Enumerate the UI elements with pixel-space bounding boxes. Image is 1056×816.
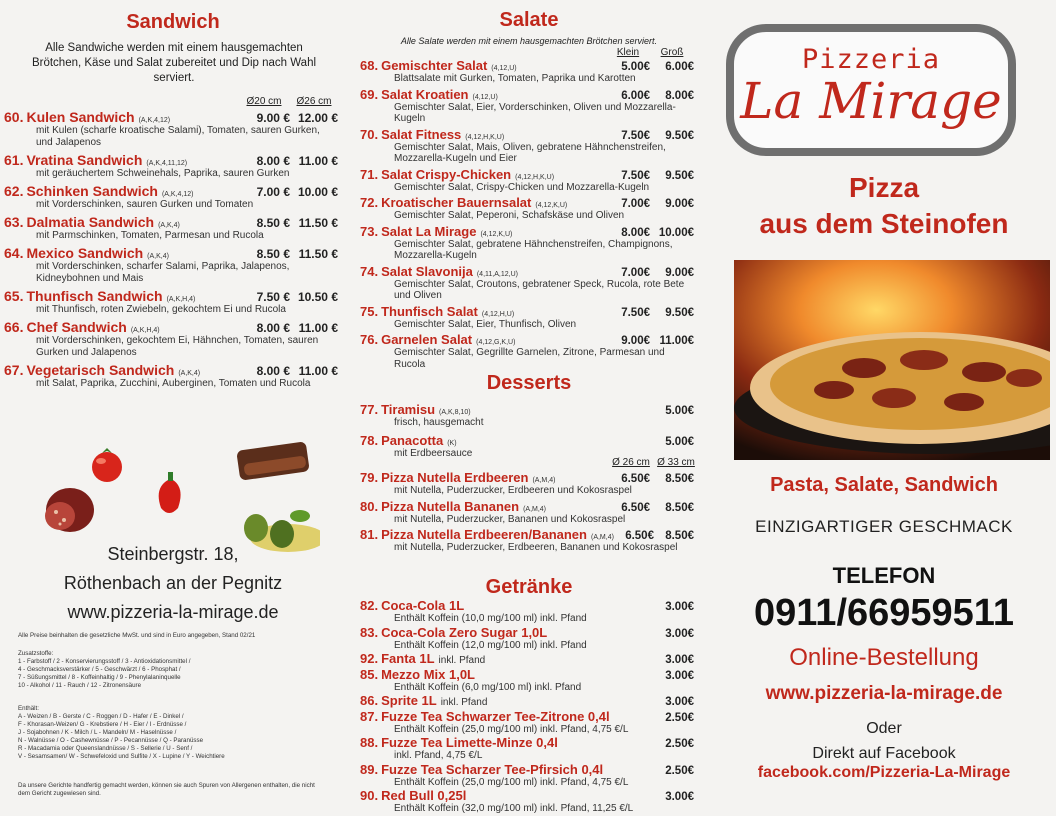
allergen-code: (4,12,U) [491, 65, 517, 72]
pizza-headline-line2: aus dem Steinofen [759, 208, 1009, 239]
sandwich-list [4, 109, 338, 393]
item-number: 72. [360, 195, 379, 210]
size-header-33: Ø 33 cm [657, 457, 695, 468]
menu-item-line [360, 470, 694, 485]
dessert-list [360, 402, 694, 463]
price-large: 6.00€ [665, 61, 694, 73]
menu-item-line [360, 264, 694, 279]
tomato-icon [92, 448, 122, 482]
item-name: Salat La Mirage [381, 223, 477, 239]
item-number: 82. [360, 598, 379, 613]
menu-item [360, 598, 694, 625]
price: 2.50€ [665, 711, 694, 724]
menu-item-line [360, 195, 694, 210]
address-block [0, 540, 346, 627]
price-small: 6.50€ [625, 530, 654, 542]
allergen-code: (A,K,4,12) [138, 117, 171, 124]
item-description: Gemischter Salat, Mais, Oliven, gebratene Hähnchenstreifen, Mozzarella-Kugeln und Eier [394, 141, 666, 164]
price-small: 8.00 € [256, 321, 290, 335]
menu-item [4, 152, 338, 180]
menu-item-line [360, 735, 694, 750]
additives-legend: Zusatzstoffe: 1 - Farbstoff / 2 - Konservierungsstoff / 3 - Antioxidationsmittel / 4 - Geschmacksverstärker / 5 - Geschwärzt / 6 - Phosphat / 7 - Süßungsmittel / 8 - Koffeinhaltig / 9 - Phenylalaninquelle 10 - Alkohol / 11 - Rauch / 12 - Zitronensäure [18, 650, 191, 689]
menu-item-line [360, 304, 694, 319]
allergen-code: (4,12,K,U) [535, 202, 568, 209]
price-large: 9.50€ [665, 169, 694, 182]
price: 3.00€ [665, 696, 694, 708]
item-number: 81. [360, 527, 379, 542]
item-name: Mezzo Mix 1,0L [381, 666, 475, 682]
sandwich-note: Alle Sandwiche werden mit einem hausgemachten Brötchen, Käse und Salat zubereitet und Dip nach Wahl serviert. [31, 42, 317, 84]
item-description: mit Nutella, Puderzucker, Erdbeeren, Bananen und Kokosraspel [394, 542, 678, 553]
salate-list [360, 58, 694, 372]
item-name: Pizza Nutella Erdbeeren [381, 470, 529, 485]
price-large: 11.50 € [298, 247, 338, 261]
menu-item-line [4, 152, 338, 168]
price-small: 7.00€ [621, 198, 650, 210]
price-small: 6.50€ [621, 501, 650, 514]
menu-item-line [360, 625, 694, 640]
phone-label: TELEFON [832, 563, 936, 588]
menu-item [360, 470, 694, 497]
allergen-disclaimer: Da unsere Gerichte handfertig gemacht werden, können sie auch Spuren von Allergenen enthalten, die nicht dem Gericht zugewiesen sind. [18, 782, 315, 797]
size-header-20: Ø20 cm [246, 96, 282, 107]
item-description: mit Thunfisch, roten Zwiebeln, gekochtem Ei und Rucola [36, 304, 286, 315]
menu-item-line [360, 667, 694, 682]
pizza-oven-photo [734, 260, 1050, 460]
price-small: 8.00 € [256, 154, 290, 168]
price-small: 7.00€ [621, 266, 650, 279]
item-name: Pizza Nutella Erdbeeren/Bananen [381, 527, 587, 542]
item-description: mit Erdbeersauce [394, 447, 473, 459]
item-description: mit Vorderschinken, scharfer Salami, Paprika, Jalapenos, Kidneybohnen und Mais [36, 261, 290, 284]
item-number: 71. [360, 166, 379, 182]
price: 2.50€ [665, 764, 694, 777]
logo [726, 24, 1016, 156]
item-number: 63. [4, 214, 24, 230]
item-name: Sprite 1L [381, 693, 437, 708]
price-small: 6.50€ [621, 473, 650, 485]
menu-item-line [360, 788, 694, 803]
address-website[interactable]: www.pizzeria-la-mirage.de [67, 602, 279, 622]
price-large: 8.50€ [665, 501, 694, 514]
item-description: Enthält Koffein (10,0 mg/100 ml) inkl. Pfand [394, 613, 587, 624]
item-name: Panacotta [381, 432, 444, 448]
item-name: Vratina Sandwich [26, 152, 143, 168]
item-number: 65. [4, 288, 24, 304]
menu-item-line [360, 598, 694, 613]
item-description: mit Nutella, Puderzucker, Bananen und Kokosraspel [394, 513, 626, 525]
menu-item [360, 224, 694, 262]
item-number: 78. [360, 432, 379, 448]
item-description: mit Vorderschinken, gekochtem Ei, Hähnchen, Tomaten, sauren Gurken und Jalapenos [36, 335, 319, 358]
menu-item [360, 264, 694, 302]
facebook-link[interactable]: facebook.com/Pizzeria-La-Mirage [757, 764, 1011, 781]
item-name: Fuzze Tea Schwarzer Tee-Zitrone 0,4l [381, 708, 610, 724]
allergen-code: (4,12,U) [472, 93, 498, 101]
price-large: 5.00€ [665, 405, 694, 417]
logo-pizzeria: Pizzeria [801, 44, 941, 75]
menu-item [360, 735, 694, 762]
item-number: 61. [4, 152, 24, 168]
price-large: 10.50 € [297, 290, 338, 304]
pizza-headline [712, 170, 1056, 242]
price-small: 7.00 € [256, 185, 290, 199]
address-street: Steinbergstr. 18, [107, 544, 239, 564]
price-small: 9.00€ [621, 335, 650, 347]
item-extra: inkl. Pfand [438, 655, 486, 666]
drink-list [360, 598, 694, 815]
menu-item-line [360, 167, 694, 182]
item-description: mit Kulen (scharfe kroatische Salami), Tomaten, sauren Gurken, und Jalapenos [36, 125, 320, 148]
item-name: Garnelen Salat [381, 332, 473, 347]
menu-item [360, 527, 694, 554]
item-name: Pizza Nutella Bananen [381, 498, 520, 514]
salate-note: Alle Salate werden mit einem hausgemachten Brötchen serviert. [400, 36, 658, 46]
item-description: Enthält Koffein (6,0 mg/100 ml) inkl. Pfand [394, 681, 582, 693]
allergen-code: (4,12,H,U) [481, 310, 515, 318]
menu-item [360, 651, 694, 667]
allergen-code: (K) [447, 439, 457, 447]
item-name: Salat Crispy-Chicken [381, 166, 512, 182]
dessert-pizza-list [360, 470, 694, 556]
menu-item [360, 402, 694, 429]
menu-item [360, 195, 694, 222]
menu-item-line [4, 319, 338, 335]
price-large: 8.50€ [665, 473, 694, 485]
item-number: 67. [4, 362, 24, 378]
menu-item [360, 499, 694, 526]
menu-item-line [360, 87, 694, 102]
price-large: 5.00€ [665, 435, 694, 448]
phone-number[interactable]: 0911/66959511 [754, 592, 1014, 634]
menu-item-line [360, 651, 694, 667]
allergen-code: (A,K,4) [178, 370, 201, 377]
price-small: 7.50€ [621, 129, 650, 142]
sandwich-title: Sandwich [126, 11, 220, 33]
sandwich-size-headers [0, 96, 340, 107]
menu-item [360, 667, 694, 694]
menu-item [4, 109, 338, 149]
salami-icon [45, 488, 94, 532]
menu-item [360, 788, 694, 815]
slogan: EINZIGARTIGER GESCHMACK [755, 517, 1013, 536]
online-order-label: Online-Bestellung [789, 644, 979, 671]
menu-item-line [360, 58, 694, 73]
item-description: frisch, hausgemacht [394, 417, 484, 428]
price-large: 11.00 € [298, 154, 338, 168]
price: 2.50€ [665, 738, 694, 750]
price: 3.00€ [665, 627, 694, 640]
size-header-26: Ø 26 cm [612, 457, 650, 468]
price-small: 9.00 € [256, 111, 290, 125]
menu-item-line [360, 709, 694, 724]
allergen-code: (4,12,H,K,U) [515, 173, 555, 181]
item-name: Fuzze Tea Limette-Minze 0,4l [381, 735, 558, 750]
item-number: 85. [360, 666, 379, 682]
paprika-icon [159, 472, 181, 513]
price-small: 6.00€ [621, 89, 650, 102]
item-number: 89. [360, 761, 379, 777]
item-number: 70. [360, 126, 379, 142]
allergens-legend: Enthält: A - Weizen / B - Gerste / C - Roggen / D - Hafer / E - Dinkel / F - Khorasan-Weizen/ G - Krebstiere / H - Eier / I - Erdnüsse / J - Sojabohnen / K - Milch / L - Mandeln/ M - Haselnüsse / N - Walnüsse / O - Cashewnüsse / P - Pecannüsse / Q - Paranüsse R - Macadamia oder Queenslandnüsse / S - Sellerie / U - Senf / V - Sesamsamen/ W - Schwefeloxid und Sulfite / X - Lupine / Y - Weichtiere [18, 705, 225, 760]
price-small: 7.50€ [621, 306, 650, 319]
price-small: 5.00€ [621, 61, 650, 73]
item-description: Gemischter Salat, Peperoni, Schafskäse und Oliven [394, 210, 625, 221]
menu-item [4, 362, 338, 390]
oder-label: Oder [866, 720, 902, 737]
allergen-code: (A,M,4) [532, 477, 556, 484]
menu-item-line [4, 245, 338, 261]
order-website[interactable]: www.pizzeria-la-mirage.de [765, 683, 1003, 704]
menu-item-line [360, 693, 694, 709]
menu-item-line [360, 224, 694, 239]
allergen-code: (4,12,K,U) [480, 230, 513, 238]
item-description: Gemischter Salat, Croutons, gebratener Speck, Rucola, rote Bete und Oliven [394, 278, 685, 301]
item-description: Gemischter Salat, gebratene Hähnchenstreifen, Champignons, Mozzarella-Kugeln [394, 238, 673, 261]
item-description: Enthält Koffein (32,0 mg/100 ml) inkl. Pfand, 11,25 €/L [394, 803, 634, 814]
price-large: 12.00 € [297, 111, 338, 125]
dried-meat-icon [236, 441, 309, 480]
size-header-26: Ø26 cm [296, 96, 332, 107]
price-large: 10.00€ [658, 226, 694, 239]
item-number: 92. [360, 651, 379, 666]
allergen-code: (4,12,G,K,U) [476, 339, 516, 346]
price-small: 7.50 € [256, 290, 290, 304]
item-name: Schinken Sandwich [26, 183, 158, 199]
menu-item [360, 625, 694, 652]
item-name: Coca-Cola 1L [381, 598, 465, 613]
item-description: mit Nutella, Puderzucker, Erdbeeren und Kokosraspel [394, 485, 632, 496]
item-number: 77. [360, 402, 379, 417]
item-name: Kulen Sandwich [26, 109, 135, 125]
item-number: 69. [360, 86, 379, 102]
allergen-code: (4,11,A,12,U) [476, 270, 518, 278]
price-large: 8.50€ [665, 530, 694, 542]
item-description: mit Parmschinken, Tomaten, Parmesan und Rucola [36, 230, 264, 241]
item-number: 73. [360, 223, 379, 239]
item-name: Red Bull 0,25l [381, 788, 467, 803]
item-number: 68. [360, 58, 379, 73]
menu-item-line [4, 183, 338, 199]
legal-price-note: Alle Preise beinhalten die gesetzliche MwSt. und sind in Euro angegeben, Stand 02/21 [18, 632, 256, 639]
logo-la-mirage: La Mirage [740, 72, 1002, 130]
salate-title: Salate [499, 9, 559, 31]
address-city: Röthenbach an der Pegnitz [63, 573, 283, 593]
item-number: 74. [360, 263, 379, 279]
item-name: Salat Kroatien [381, 86, 469, 102]
item-number: 80. [360, 498, 379, 514]
menu-item [360, 58, 694, 85]
item-name: Tiramisu [381, 402, 436, 417]
tagline: Pasta, Salate, Sandwich [770, 474, 998, 496]
menu-item-line [360, 527, 694, 542]
price: 3.00€ [665, 601, 694, 613]
item-name: Salat Slavonija [381, 263, 473, 279]
price-large: 9.50€ [665, 129, 694, 142]
item-name: Dalmatia Sandwich [26, 214, 155, 230]
item-extra: inkl. Pfand [440, 697, 488, 708]
item-name: Fanta 1L [381, 651, 435, 666]
menu-item-line [4, 214, 338, 230]
item-number: 86. [360, 693, 379, 708]
menu-item [360, 693, 694, 709]
allergen-code: (A,K,H,4) [166, 296, 196, 303]
item-description: Gemischter Salat, Eier, Thunfisch, Oliven [394, 318, 577, 330]
price-large: 9.00€ [665, 266, 694, 279]
item-description: mit geräuchertem Schweinehals, Paprika, sauren Gurken [36, 168, 290, 179]
allergen-code: (A,M,4) [590, 534, 614, 541]
price-small: 8.00€ [621, 226, 650, 239]
menu-item [360, 433, 694, 460]
item-number: 60. [4, 109, 24, 125]
price-large: 11.00 € [298, 321, 338, 335]
price-small: 8.00 € [256, 364, 290, 378]
allergen-code: (4,12,H,K,U) [465, 133, 505, 141]
menu-item [360, 304, 694, 331]
brand-column [712, 0, 1056, 816]
item-name: Fuzze Tea Scharzer Tee-Pfirsich 0,4l [381, 761, 604, 777]
allergen-code: (A,K,4,11,12) [146, 160, 188, 167]
price-large: 9.00€ [665, 198, 694, 210]
menu-item-line [4, 288, 338, 304]
item-description: Gemischter Salat, Crispy-Chicken und Mozzarella-Kugeln [394, 181, 650, 193]
pizza-headline-line1: Pizza [848, 172, 920, 203]
item-name: Thunfisch Salat [381, 303, 478, 319]
price-large: 11.00 € [298, 364, 338, 378]
allergen-code: (A,K,H,4) [130, 327, 160, 334]
menu-item-line [360, 127, 694, 142]
item-description: Gemischter Salat, Gegrillte Garnelen, Zitrone, Parmesan und Rucola [394, 347, 665, 370]
item-name: Kroatischer Bauernsalat [381, 195, 532, 210]
item-number: 83. [360, 624, 379, 640]
price-large: 9.50€ [665, 306, 694, 319]
price-large: 11.00€ [659, 335, 694, 347]
desserts-title: Desserts [486, 372, 572, 394]
allergen-code: (A,K,4) [158, 222, 180, 229]
item-number: 90. [360, 788, 379, 803]
item-number: 64. [4, 245, 24, 261]
salate-size-headers [354, 47, 694, 58]
menu-item-line [4, 109, 338, 125]
menu-item [4, 183, 338, 211]
item-description: mit Salat, Paprika, Zucchini, Auberginen, Tomaten und Rucola [36, 378, 311, 389]
menu-item [360, 87, 694, 125]
item-name: Chef Sandwich [26, 319, 127, 335]
item-description: Enthält Koffein (12,0 mg/100 ml) inkl. Pfand [394, 639, 587, 651]
item-name: Thunfisch Sandwich [26, 288, 163, 304]
menu-item [360, 332, 694, 370]
menu-item [4, 319, 338, 359]
item-name: Gemischter Salat [381, 58, 488, 73]
menu-item [360, 167, 694, 194]
salate-dessert-drinks-column [354, 0, 704, 816]
price-large: 8.00€ [665, 89, 694, 102]
item-number: 66. [4, 319, 24, 335]
item-name: Coca-Cola Zero Sugar 1,0L [381, 624, 548, 640]
item-number: 87. [360, 708, 379, 724]
size-header-gross: Groß [660, 47, 684, 58]
allergen-code: (A,M,4) [523, 505, 547, 513]
sandwich-column [0, 0, 346, 816]
price: 3.00€ [665, 669, 694, 682]
item-number: 88. [360, 735, 379, 750]
menu-item [4, 214, 338, 242]
menu-item-line [360, 762, 694, 777]
menu-item [4, 245, 338, 285]
menu-item-line [360, 433, 694, 448]
allergen-code: (A,K,4,12) [161, 191, 194, 198]
menu-item-line [360, 499, 694, 514]
dessert-size-headers [354, 457, 698, 468]
menu-item-line [4, 362, 338, 378]
getraenke-title: Getränke [485, 576, 573, 598]
menu-item-line [360, 332, 694, 347]
menu-item [360, 709, 694, 736]
menu-item [360, 762, 694, 789]
facebook-label: Direkt auf Facebook [812, 745, 956, 762]
allergen-code: (A,K,8,10) [439, 409, 471, 416]
item-number: 75. [360, 303, 379, 319]
item-description: Enthält Koffein (25,0 mg/100 ml) inkl. Pfand, 4,75 €/L [394, 723, 629, 735]
price-large: 11.50 € [298, 216, 338, 230]
item-name: Salat Fitness [381, 126, 462, 142]
menu-item [4, 288, 338, 316]
item-description: Gemischter Salat, Eier, Vorderschinken, Oliven und Mozzarella-Kugeln [394, 101, 676, 124]
item-number: 76. [360, 332, 379, 347]
item-name: Vegetarisch Sandwich [26, 362, 175, 378]
price-small: 8.50 € [256, 216, 290, 230]
price: 3.00€ [665, 791, 694, 803]
item-number: 79. [360, 470, 379, 485]
price-small: 8.50 € [256, 247, 290, 261]
item-description: mit Vorderschinken, sauren Gurken und Tomaten [36, 199, 254, 210]
menu-item-line [360, 402, 694, 417]
item-description: Blattsalate mit Gurken, Tomaten, Paprika und Karotten [394, 73, 636, 84]
item-name: Mexico Sandwich [26, 245, 144, 261]
item-description: Enthält Koffein (25,0 mg/100 ml) inkl. Pfand, 4,75 €/L [394, 776, 629, 788]
size-header-klein: Klein [616, 47, 640, 58]
allergen-code: (A,K,4) [147, 253, 169, 260]
price-large: 10.00 € [297, 185, 338, 199]
price: 3.00€ [665, 654, 694, 666]
item-number: 62. [4, 183, 24, 199]
price-small: 7.50€ [621, 169, 650, 182]
item-description: inkl. Pfand, 4,75 €/L [394, 750, 483, 761]
menu-item [360, 127, 694, 165]
